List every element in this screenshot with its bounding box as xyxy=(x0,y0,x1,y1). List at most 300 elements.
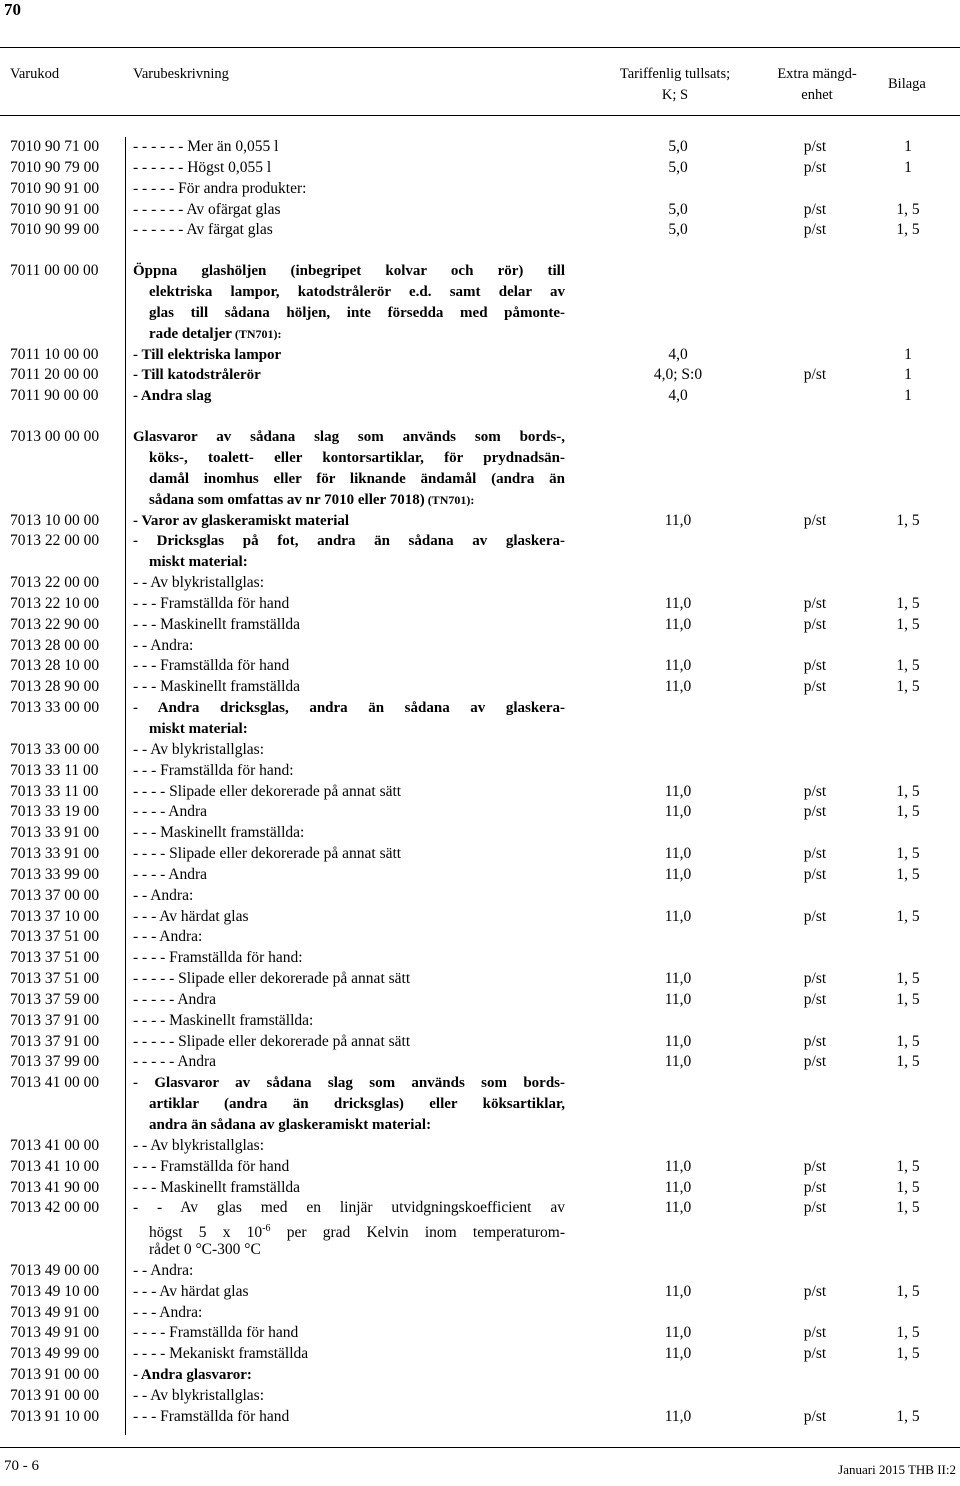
item-code: 7013 22 10 00 xyxy=(10,594,100,612)
item-code: 7013 33 19 00 xyxy=(10,803,100,821)
item-code: 7010 90 71 00 xyxy=(10,138,100,155)
tariff-note: (TN701): xyxy=(424,492,475,507)
table-row xyxy=(0,1136,960,1157)
table-row xyxy=(0,1323,960,1344)
item-description xyxy=(133,886,565,907)
item-code: 7013 49 10 00 xyxy=(10,1282,100,1300)
table-row xyxy=(0,969,960,990)
item-description xyxy=(133,1136,565,1157)
description-line: rådet 0 °C-300 °C xyxy=(149,1241,261,1259)
item-annex: 1, 5 xyxy=(896,1407,920,1425)
item-description xyxy=(133,511,565,532)
item-code: 7013 42 00 00 xyxy=(10,1199,100,1217)
description-line: - - - - Maskinellt framställda: xyxy=(133,1011,314,1029)
description-line: damål inomhus eller för liknande ändamål (andra än xyxy=(149,470,565,487)
tariff-note: (TN701): xyxy=(231,326,282,341)
item-description xyxy=(133,761,565,782)
description-line: - Glasvaror av sådana slag som används som bords- xyxy=(133,1075,565,1092)
item-annex: 1, 5 xyxy=(896,594,920,612)
item-unit: p/st xyxy=(803,615,827,633)
item-description xyxy=(133,1157,565,1178)
item-description xyxy=(133,594,565,615)
item-rate: 11,0 xyxy=(664,970,692,988)
table-row xyxy=(0,802,960,823)
item-unit: p/st xyxy=(803,1157,827,1175)
description-line: - - - - - Andra xyxy=(133,990,217,1008)
item-description xyxy=(133,1178,565,1199)
item-rate: 4,0 xyxy=(668,345,688,363)
header-description: Varubeskrivning xyxy=(133,66,229,82)
item-annex: 1, 5 xyxy=(896,990,920,1008)
item-annex: 1 xyxy=(904,387,912,405)
item-description xyxy=(133,427,565,510)
item-description xyxy=(133,969,565,990)
item-rate: 5,0 xyxy=(668,138,688,155)
item-rate: 11,0 xyxy=(664,990,692,1008)
header-unit-line1: Extra mängd- xyxy=(777,66,857,82)
description-line: glas till sådana höljen, inte försedda med påmonte- xyxy=(149,304,565,321)
item-unit: p/st xyxy=(803,970,827,988)
item-rate: 11,0 xyxy=(664,1324,692,1342)
description-line: - - Av blykristallglas: xyxy=(133,740,265,758)
item-unit: p/st xyxy=(803,678,827,696)
table-row xyxy=(0,761,960,782)
item-annex: 1, 5 xyxy=(896,1324,920,1342)
table-row xyxy=(0,698,960,740)
table-row xyxy=(0,865,960,886)
item-description xyxy=(133,927,565,948)
header-rate xyxy=(600,64,750,106)
item-code: 7013 33 00 00 xyxy=(10,740,100,758)
top-rule xyxy=(0,47,960,48)
table-row xyxy=(0,1032,960,1053)
item-rate: 11,0 xyxy=(664,678,692,696)
table-row xyxy=(0,1073,960,1136)
item-annex: 1, 5 xyxy=(896,782,920,800)
item-description xyxy=(133,1323,565,1344)
description-line: Öppna glashöljen (inbegripet kolvar och rör) till xyxy=(133,263,565,280)
item-description xyxy=(133,1303,565,1324)
description-line: miskt material: xyxy=(149,720,248,737)
item-description xyxy=(133,636,565,657)
table-row xyxy=(0,511,960,532)
item-rate: 11,0 xyxy=(664,615,692,633)
item-code: 7013 33 99 00 xyxy=(10,865,100,883)
description-line: - - - Framställda för hand xyxy=(133,594,290,612)
item-description xyxy=(133,1011,565,1032)
item-annex: 1, 5 xyxy=(896,1282,920,1300)
item-rate: 11,0 xyxy=(664,594,692,612)
header-annex: Bilaga xyxy=(888,76,926,92)
item-code: 7013 41 00 00 xyxy=(10,1074,100,1092)
item-description xyxy=(133,158,565,179)
header-unit-line2: enhet xyxy=(801,87,833,103)
header-rate-line1: Tariffenlig tullsats; xyxy=(619,66,731,82)
item-unit: p/st xyxy=(803,200,827,218)
table-row xyxy=(0,948,960,969)
item-annex: 1, 5 xyxy=(896,1032,920,1050)
item-annex: 1, 5 xyxy=(896,803,920,821)
item-description xyxy=(133,386,565,407)
item-unit: p/st xyxy=(803,1178,827,1196)
item-rate: 11,0 xyxy=(664,511,692,529)
table-row xyxy=(0,886,960,907)
item-code: 7011 90 00 00 xyxy=(10,387,99,405)
description-line: elektriska lampor, katodstrålerör e.d. samt delar av xyxy=(149,284,565,301)
item-description xyxy=(133,137,565,158)
item-description xyxy=(133,677,565,698)
item-description xyxy=(133,865,565,886)
table-row xyxy=(0,740,960,761)
description-line: - - - - - - Mer än 0,055 l xyxy=(133,138,279,155)
table-row xyxy=(0,927,960,948)
item-code: 7013 37 91 00 xyxy=(10,1032,100,1050)
header-rate-line2: K; S xyxy=(661,87,689,103)
item-description xyxy=(133,1261,565,1282)
table-row xyxy=(0,823,960,844)
item-annex: 1 xyxy=(904,158,912,176)
item-unit: p/st xyxy=(803,1282,827,1300)
item-description xyxy=(133,1198,565,1261)
table-row xyxy=(0,1344,960,1365)
item-code: 7013 37 91 00 xyxy=(10,1011,100,1029)
item-rate: 11,0 xyxy=(664,782,692,800)
description-line: - Till katodstrålerör xyxy=(133,367,261,384)
item-annex: 1, 5 xyxy=(896,1157,920,1175)
item-code: 7010 90 91 00 xyxy=(10,200,100,218)
item-code: 7013 37 51 00 xyxy=(10,928,100,946)
header-code: Varukod xyxy=(10,66,60,82)
item-rate: 11,0 xyxy=(664,657,692,675)
table-row xyxy=(0,1386,960,1407)
description-line: - - - - - Andra xyxy=(133,1053,217,1071)
table-row xyxy=(0,1407,960,1428)
table-row xyxy=(0,656,960,677)
description-line: - Varor av glaskeramiskt material xyxy=(133,512,350,529)
description-line: - - - Av härdat glas xyxy=(133,1282,249,1300)
description-line: - - - - - - Högst 0,055 l xyxy=(133,158,272,176)
table-row xyxy=(0,531,960,573)
item-code: 7013 41 00 00 xyxy=(10,1136,100,1154)
description-line: - - Andra: xyxy=(133,636,194,654)
item-unit: p/st xyxy=(803,1407,827,1425)
table-row xyxy=(0,615,960,636)
item-unit: p/st xyxy=(803,907,827,925)
description-line: - - Av glas med en linjär utvidgningskoefficient av xyxy=(133,1199,565,1217)
item-annex: 1, 5 xyxy=(896,970,920,988)
item-annex: 1 xyxy=(904,138,912,155)
description-line: - - - Av härdat glas xyxy=(133,907,249,925)
item-code: 7011 20 00 00 xyxy=(10,366,99,384)
description-line: - - - Maskinellt framställda xyxy=(133,1178,301,1196)
table-row xyxy=(0,158,960,179)
bottom-rule xyxy=(0,1447,960,1448)
description-line: artiklar (andra än dricksglas) eller köksartiklar, xyxy=(149,1096,565,1113)
table-row xyxy=(0,844,960,865)
table-row xyxy=(0,907,960,928)
item-code: 7013 10 00 00 xyxy=(10,511,100,529)
item-code: 7013 37 51 00 xyxy=(10,970,100,988)
footer-edition: Januari 2015 THB II:2 xyxy=(838,1462,956,1477)
item-code: 7013 91 00 00 xyxy=(10,1366,100,1384)
item-unit: p/st xyxy=(803,1032,827,1050)
item-code: 7010 90 79 00 xyxy=(10,158,100,176)
table-row xyxy=(0,345,960,366)
item-annex: 1 xyxy=(904,345,912,363)
item-rate: 5,0 xyxy=(668,221,688,239)
item-code: 7013 28 90 00 xyxy=(10,678,100,696)
description-line: - - - Framställda för hand xyxy=(133,1157,290,1175)
item-unit: p/st xyxy=(803,782,827,800)
item-description xyxy=(133,200,565,221)
item-description xyxy=(133,261,565,344)
description-line: - Andra glasvaror: xyxy=(133,1367,252,1384)
item-description xyxy=(133,802,565,823)
description-line: - - Andra: xyxy=(133,886,194,904)
item-code: 7013 37 10 00 xyxy=(10,907,100,925)
item-code: 7013 41 10 00 xyxy=(10,1157,100,1175)
item-code: 7013 49 91 00 xyxy=(10,1303,100,1321)
item-unit: p/st xyxy=(803,511,827,529)
item-description xyxy=(133,948,565,969)
item-description xyxy=(133,531,565,573)
table-row xyxy=(0,386,960,427)
item-unit: p/st xyxy=(803,594,827,612)
table-row xyxy=(0,1011,960,1032)
table-row xyxy=(0,200,960,221)
description-line: - - - - Framställda för hand xyxy=(133,1324,299,1342)
item-annex: 1, 5 xyxy=(896,657,920,675)
item-unit: p/st xyxy=(803,138,827,155)
item-annex: 1, 5 xyxy=(896,845,920,863)
item-rate: 4,0; S:0 xyxy=(653,366,703,384)
item-rate: 4,0 xyxy=(668,387,688,405)
description-line: - Andra slag xyxy=(133,388,212,405)
item-description xyxy=(133,782,565,803)
item-description xyxy=(133,740,565,761)
item-rate: 11,0 xyxy=(664,845,692,863)
table-row xyxy=(0,1303,960,1324)
item-code: 7013 49 99 00 xyxy=(10,1345,100,1363)
item-code: 7013 33 11 00 xyxy=(10,782,99,800)
description-line: - - - - - - Av ofärgat glas xyxy=(133,200,281,218)
item-rate: 11,0 xyxy=(664,1157,692,1175)
description-line: - - - Andra: xyxy=(133,928,203,946)
item-annex: 1, 5 xyxy=(896,511,920,529)
description-line: - - - - - Slipade eller dekorerade på annat sätt xyxy=(133,970,411,988)
table-row xyxy=(0,261,960,344)
description-line: - - - Andra: xyxy=(133,1303,203,1321)
tariff-table xyxy=(0,137,960,1428)
item-description xyxy=(133,1052,565,1073)
description-line: - - - - Andra xyxy=(133,803,208,821)
description-line: - - Av blykristallglas: xyxy=(133,1387,265,1404)
item-code: 7013 37 59 00 xyxy=(10,990,100,1008)
item-code: 7013 41 90 00 xyxy=(10,1178,100,1196)
item-code: 7013 33 11 00 xyxy=(10,761,99,779)
item-unit: p/st xyxy=(803,221,827,239)
item-rate: 5,0 xyxy=(668,200,688,218)
item-annex: 1, 5 xyxy=(896,1199,920,1217)
description-line: - - - - Framställda för hand: xyxy=(133,949,303,967)
item-unit: p/st xyxy=(803,865,827,883)
description-line: miskt material: xyxy=(149,554,248,571)
item-description xyxy=(133,844,565,865)
description-line: sådana som omfattas av nr 7010 eller 7018) (TN701): xyxy=(149,491,475,508)
item-description xyxy=(133,345,565,366)
table-row xyxy=(0,1178,960,1199)
item-unit: p/st xyxy=(803,366,827,384)
item-rate: 11,0 xyxy=(664,1345,692,1363)
item-rate: 11,0 xyxy=(664,1032,692,1050)
description-line: - - Av blykristallglas: xyxy=(133,1136,265,1154)
description-line: - - - Framställda för hand xyxy=(133,1407,290,1425)
table-row xyxy=(0,1198,960,1261)
item-rate: 11,0 xyxy=(664,1178,692,1196)
description-line: - Till elektriska lampor xyxy=(133,346,282,363)
item-rate: 11,0 xyxy=(664,1053,692,1071)
header-rule xyxy=(0,115,960,116)
table-row xyxy=(0,1261,960,1282)
description-line: - - Andra: xyxy=(133,1261,194,1279)
description-line: - - - Maskinellt framställda xyxy=(133,678,301,696)
item-code: 7013 33 91 00 xyxy=(10,845,100,863)
description-line: - - - - Andra xyxy=(133,865,208,883)
item-annex: 1, 5 xyxy=(896,907,920,925)
item-rate: 11,0 xyxy=(664,1199,692,1217)
footer-page-ref: 70 - 6 xyxy=(4,1458,39,1474)
table-row xyxy=(0,220,960,261)
item-code: 7013 91 10 00 xyxy=(10,1407,100,1425)
item-description xyxy=(133,1365,565,1386)
item-unit: p/st xyxy=(803,990,827,1008)
item-code: 7013 28 10 00 xyxy=(10,657,100,675)
item-description xyxy=(133,990,565,1011)
item-rate: 11,0 xyxy=(664,1407,692,1425)
table-row xyxy=(0,636,960,657)
table-row xyxy=(0,1052,960,1073)
item-code: 7013 37 99 00 xyxy=(10,1053,100,1071)
item-unit: p/st xyxy=(803,158,827,176)
page-number: 70 xyxy=(4,0,21,19)
item-description xyxy=(133,907,565,928)
item-annex: 1, 5 xyxy=(896,865,920,883)
table-row xyxy=(0,782,960,803)
item-annex: 1, 5 xyxy=(896,200,920,218)
table-row xyxy=(0,427,960,510)
item-code: 7011 00 00 00 xyxy=(10,262,99,280)
description-line: - - - Framställda för hand: xyxy=(133,761,294,779)
item-code: 7010 90 99 00 xyxy=(10,221,100,239)
description-line: - - - - - För andra produkter: xyxy=(133,179,307,197)
item-code: 7013 91 00 00 xyxy=(10,1387,100,1404)
item-rate: 11,0 xyxy=(664,803,692,821)
description-line: - - - Framställda för hand xyxy=(133,657,290,675)
item-code: 7013 22 00 00 xyxy=(10,574,100,592)
item-description xyxy=(133,1032,565,1053)
table-row xyxy=(0,573,960,594)
description-line: - Dricksglas på fot, andra än sådana av glaskera- xyxy=(133,533,565,550)
item-code: 7013 37 51 00 xyxy=(10,949,100,967)
item-rate: 11,0 xyxy=(664,1282,692,1300)
item-annex: 1, 5 xyxy=(896,1178,920,1196)
item-description xyxy=(133,220,565,241)
item-unit: p/st xyxy=(803,845,827,863)
description-line: andra än sådana av glaskeramiskt material: xyxy=(149,1117,432,1133)
item-annex: 1 xyxy=(904,366,912,384)
item-annex: 1, 5 xyxy=(896,221,920,239)
item-code: 7013 00 00 00 xyxy=(10,428,100,446)
item-description xyxy=(133,823,565,844)
header-unit xyxy=(770,64,864,106)
item-unit: p/st xyxy=(803,657,827,675)
item-code: 7013 49 91 00 xyxy=(10,1324,100,1342)
item-rate: 11,0 xyxy=(664,907,692,925)
item-code: 7013 22 00 00 xyxy=(10,532,100,550)
item-annex: 1, 5 xyxy=(896,678,920,696)
description-line: - - - - - - Av färgat glas xyxy=(133,221,273,239)
item-unit: p/st xyxy=(803,803,827,821)
table-row xyxy=(0,677,960,698)
item-code: 7013 37 00 00 xyxy=(10,886,100,904)
description-line: - Andra dricksglas, andra än sådana av glaskera- xyxy=(133,700,565,717)
item-description xyxy=(133,179,565,200)
description-line: - - - - Slipade eller dekorerade på annat sätt xyxy=(133,782,402,800)
item-annex: 1, 5 xyxy=(896,1053,920,1071)
item-description xyxy=(133,615,565,636)
description-line: Glasvaror av sådana slag som används som bords-, xyxy=(133,429,565,446)
item-unit: p/st xyxy=(803,1324,827,1342)
item-annex: 1, 5 xyxy=(896,1345,920,1363)
table-row xyxy=(0,365,960,386)
table-row xyxy=(0,137,960,158)
table-row xyxy=(0,990,960,1011)
item-description xyxy=(133,1386,565,1407)
description-line: - - - Maskinellt framställda xyxy=(133,615,301,633)
description-line: rade detaljer (TN701): xyxy=(149,325,282,342)
item-description xyxy=(133,656,565,677)
description-line: - - - - - Slipade eller dekorerade på annat sätt xyxy=(133,1032,411,1050)
table-row xyxy=(0,594,960,615)
item-code: 7010 90 91 00 xyxy=(10,179,100,197)
item-code: 7013 33 91 00 xyxy=(10,824,100,842)
item-unit: p/st xyxy=(803,1199,827,1217)
item-description xyxy=(133,1073,565,1136)
item-code: 7013 49 00 00 xyxy=(10,1261,100,1279)
item-unit: p/st xyxy=(803,1345,827,1363)
item-rate: 5,0 xyxy=(668,158,688,176)
description-line: köks-, toalett- eller kontorsartiklar, för prydnadsän- xyxy=(149,449,565,466)
item-code: 7013 28 00 00 xyxy=(10,636,100,654)
table-row xyxy=(0,179,960,200)
item-description xyxy=(133,1282,565,1303)
item-unit: p/st xyxy=(803,1053,827,1071)
item-code: 7013 33 00 00 xyxy=(10,699,100,717)
item-description xyxy=(133,365,565,386)
table-row xyxy=(0,1282,960,1303)
item-annex: 1, 5 xyxy=(896,615,920,633)
item-description xyxy=(133,698,565,740)
description-line: - - Av blykristallglas: xyxy=(133,574,265,592)
table-row xyxy=(0,1157,960,1178)
item-rate: 11,0 xyxy=(664,865,692,883)
description-line: - - - - Mekaniskt framställda xyxy=(133,1345,309,1363)
item-description xyxy=(133,1407,565,1428)
table-row xyxy=(0,1365,960,1386)
description-line: - - - Maskinellt framställda: xyxy=(133,824,305,842)
description-line: - - - - Slipade eller dekorerade på annat sätt xyxy=(133,845,402,863)
item-code: 7013 22 90 00 xyxy=(10,615,100,633)
